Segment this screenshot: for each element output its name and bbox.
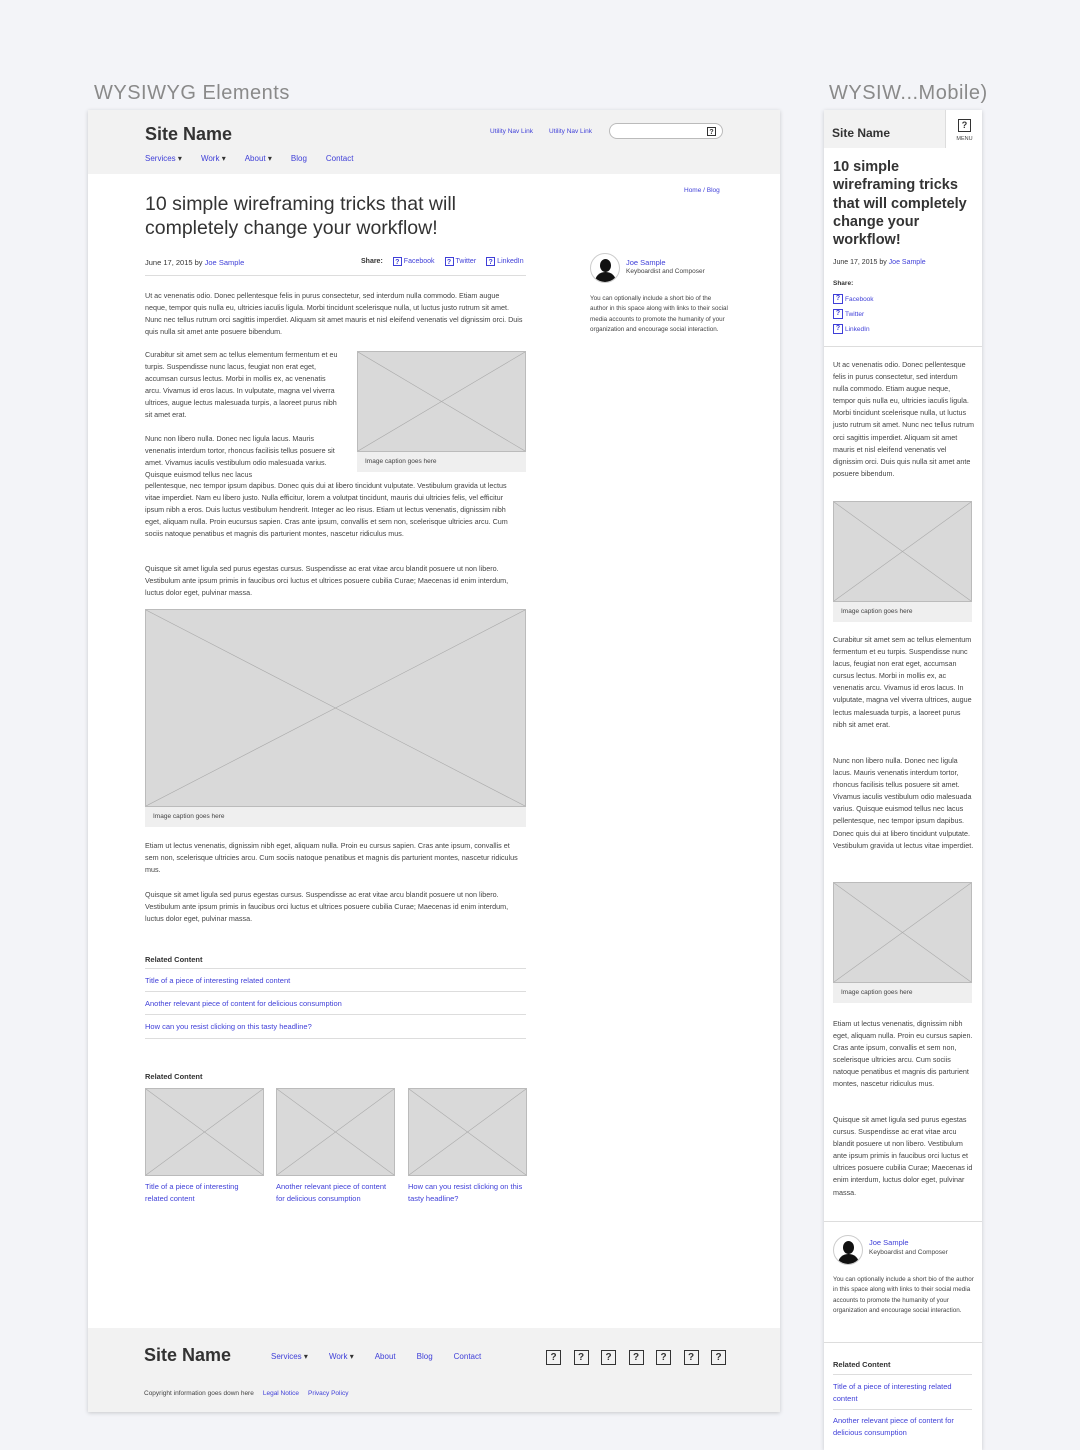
article-paragraph: Nunc non libero nulla. Donec nec ligula lacus. Mauris venenatis interdum tortor, rhoncus facilisis tellus posuere sit amet. Vivamus iaculis vestibulum odio malesuada varius. Quisque euismod tellus nec lacus pellentesque, nec tempor ipsum dapibus. Donec quis dui at libero tincidunt vulputate. Vestibulum gravida ut lectus vitae imperdiet.	[833, 756, 974, 850]
author-role: Keyboardist and Composer	[869, 1249, 948, 1256]
image-caption: Image caption goes here	[833, 602, 972, 622]
author-name[interactable]: Joe Sample	[869, 1238, 909, 1247]
share-twitter[interactable]: ? Twitter	[833, 309, 864, 319]
desktop-artboard	[88, 110, 780, 1412]
divider	[145, 1014, 526, 1015]
footer-legal	[144, 1390, 357, 1397]
twitter-icon: ?	[445, 257, 454, 266]
author-link[interactable]: Joe Sample	[204, 258, 245, 267]
share-twitter[interactable]: ? Twitter	[445, 257, 477, 266]
divider	[833, 1409, 972, 1410]
share-facebook[interactable]: ? Facebook	[833, 294, 874, 304]
article-paragraph: Ut ac venenatis odio. Donec pellentesque felis in purus consectetur, sed interdum nulla commodo. Etiam augue neque, tempor quis nulla eu, ultricies iaculis ligula. Morbi tincidunt scelerisque nulla, ut luctus justo rutrum sit amet. Nunc nec tellus rutrum orci sagittis imperdiet. Aliquam sit amet mauris et nisl eleifend venenatis vel dignissim orci. Duis quis nulla sit amet ante posuere bibendum.	[145, 291, 523, 337]
share-label: Share:	[833, 280, 854, 287]
chevron-down-icon: ▾	[267, 154, 272, 163]
author-link[interactable]: Joe Sample	[888, 259, 926, 266]
related-card-link[interactable]: Title of a piece of interesting related content	[145, 1182, 239, 1203]
share-linkedin[interactable]: ? LinkedIn	[486, 257, 523, 266]
privacy-policy-link[interactable]: Privacy Policy	[307, 1390, 349, 1397]
related-card-image[interactable]	[408, 1088, 527, 1176]
chevron-down-icon: ▾	[221, 154, 226, 163]
social-icons	[546, 1350, 739, 1365]
site-footer	[88, 1328, 780, 1412]
article-paragraph: pellentesque, nec tempor ipsum dapibus. Donec quis dui at libero tincidunt vulputate. Vestibulum gravida ut lectus vitae imperdiet. Nam eu libero justo. Nulla efficitur, lorem a volutpat tincidunt, mauris dui ultricies felis, vel efficitur ipsum nibh a eros. Duis luctus vestibulum hendrerit. Integer ac leo risus. Etiam ut lectus venenatis, dignissim nibh eget, aliquam nulla. Proin eucursus sapien. Cras ante ipsum, convallis et sem non, scelerisque ultricies arcu. Cum sociis natoque penatibus et magnis dis parturient montes, nascetur ridiculus mus.	[145, 481, 508, 539]
related-link[interactable]: How can you resist clicking on this tasty headline?	[145, 1022, 312, 1031]
article-date: June 17, 2015 by	[145, 258, 203, 267]
mobile-artboard	[824, 110, 982, 1450]
site-header	[88, 110, 780, 174]
author-bio: You can optionally include a short bio of the author in this space along with links to their social media accounts to promote the humanity of your organization and encourage social interaction.	[833, 1276, 974, 1314]
footer-nav-work[interactable]: Work ▾	[328, 1352, 354, 1361]
page-title: 10 simple wireframing tricks that will completely change your workflow!	[833, 159, 967, 249]
footer-site-name[interactable]: Site Name	[144, 1345, 232, 1365]
main-nav	[145, 154, 372, 163]
facebook-icon: ?	[393, 257, 402, 266]
article-paragraph: Curabitur sit amet sem ac tellus elementum fermentum et eu turpis. Suspendisse nunc lacus, feugiat non erat eget, accumsan cursus lectus. Morbi in mollis ex, ac venenatis arcu. Vivamus id eros lacus. In vulputate, magna vel viverra ultrices, augue lectus malesuada turpis, a laoreet purus nibh sit amet erat.	[145, 350, 338, 420]
divider	[145, 275, 526, 276]
related-link[interactable]: Title of a piece of interesting related content	[833, 1382, 952, 1403]
related-card-link[interactable]: How can you resist clicking on this tasty headline?	[408, 1182, 523, 1203]
nav-item-blog[interactable]: Blog	[290, 154, 307, 163]
menu-label: MENU	[956, 136, 973, 142]
image-placeholder	[833, 501, 972, 602]
mobile-board-title: WYSIW...Mobile)	[829, 82, 988, 104]
related-card-image[interactable]	[145, 1088, 264, 1176]
article-paragraph: Quisque sit amet ligula sed purus egestas cursus. Suspendisse ac erat vitae arcu blandit posuere ut non libero. Vestibulum ante ipsum primis in faucibus orci luctus et ultrices posuere cubilia Curae; Maecenas id enim interdum, luctus dolor eget, pulvinar massa.	[145, 564, 509, 598]
footer-nav-blog[interactable]: Blog	[416, 1352, 433, 1361]
author-card	[590, 253, 728, 333]
chevron-down-icon: ▾	[303, 1352, 308, 1361]
article-meta	[145, 258, 244, 267]
facebook-icon: ?	[833, 294, 843, 304]
divider	[833, 1374, 972, 1375]
image-placeholder	[833, 882, 972, 983]
nav-item-about[interactable]: About ▾	[244, 154, 272, 163]
menu-icon: ?	[958, 119, 971, 132]
footer-nav-contact[interactable]: Contact	[453, 1352, 482, 1361]
divider	[824, 1342, 982, 1343]
image-placeholder	[357, 351, 526, 452]
image-caption: Image caption goes here	[833, 983, 972, 1003]
social-icon[interactable]: ?	[629, 1350, 644, 1365]
site-name[interactable]: Site Name	[832, 126, 891, 140]
author-name[interactable]: Joe Sample	[626, 258, 666, 267]
related-link[interactable]: Another relevant piece of content for delicious consumption	[145, 999, 342, 1008]
footer-nav-about[interactable]: About	[374, 1352, 396, 1361]
share-label: Share:	[361, 258, 383, 265]
nav-item-contact[interactable]: Contact	[325, 154, 354, 163]
utility-nav-link-1[interactable]: Utility Nav Link	[490, 128, 533, 135]
divider	[145, 1038, 526, 1039]
footer-nav-services[interactable]: Services ▾	[271, 1352, 308, 1361]
article-paragraph: Ut ac venenatis odio. Donec pellentesque felis in purus consectetur, sed interdum nulla commodo. Etiam augue neque, tempor quis nulla eu, ultricies iaculis ligula. Morbi tincidunt scelerisque nulla, ut luctus justo rutrum sit amet. Nunc nec tellus rutrum orci sagittis imperdiet. Aliquam sit amet mauris et nisl eleifend venenatis vel dignissim orci. Duis quis nulla sit amet ante posuere bibendum.	[833, 360, 975, 478]
divider	[824, 1221, 982, 1222]
social-icon[interactable]: ?	[574, 1350, 589, 1365]
article-paragraph: Quisque sit amet ligula sed purus egestas cursus. Suspendisse ac erat vitae arcu blandit posuere ut non libero. Vestibulum ante ipsum primis in faucibus orci luctus et ultrices posuere cubilia Curae; Maecenas id enim interdum, luctus dolor eget, pulvinar massa.	[833, 1115, 973, 1197]
site-name[interactable]: Site Name	[145, 124, 233, 144]
image-placeholder	[145, 609, 526, 807]
social-icon[interactable]: ?	[711, 1350, 726, 1365]
image-caption: Image caption goes here	[357, 452, 526, 472]
share-bar	[361, 257, 534, 266]
linkedin-icon: ?	[486, 257, 495, 266]
article-paragraph: Etiam ut lectus venenatis, dignissim nibh eget, aliquam nulla. Proin eu cursus sapien. Cras ante ipsum, convallis et sem non, scelerisque ultricies arcu. Cum sociis natoque penatibus et magnis dis parturient montes, nascetur ridiculus mus.	[833, 1019, 973, 1089]
social-icon[interactable]: ?	[684, 1350, 699, 1365]
desktop-board-title: WYSIWYG Elements	[94, 82, 290, 104]
menu-button[interactable]	[945, 110, 982, 148]
article-date: June 17, 2015 by	[833, 259, 887, 266]
utility-nav-link-2[interactable]: Utility Nav Link	[549, 128, 592, 135]
related-link[interactable]: Title of a piece of interesting related content	[145, 976, 291, 985]
avatar	[590, 253, 620, 283]
image-caption: Image caption goes here	[145, 807, 526, 827]
article-paragraph: Etiam ut lectus venenatis, dignissim nibh eget, aliquam nulla. Proin eu cursus sapien. Cras ante ipsum, convallis et sem non, scelerisque ultricies arcu. Cum sociis natoque penatibus et magnis dis parturient montes, nascetur ridiculus mus.	[145, 841, 518, 875]
related-content-title: Related Content	[833, 1360, 891, 1369]
breadcrumb[interactable]: Home / Blog	[684, 187, 720, 194]
nav-item-services[interactable]: Services ▾	[145, 154, 182, 163]
twitter-icon: ?	[833, 309, 843, 319]
article-meta	[833, 259, 926, 266]
footer-nav	[271, 1352, 502, 1361]
related-card-link[interactable]: Another relevant piece of content for delicious consumption	[276, 1182, 387, 1203]
copyright: Copyright information goes down here	[144, 1390, 254, 1397]
chevron-down-icon: ▾	[177, 154, 182, 163]
mobile-header	[824, 110, 982, 148]
related-content-title: Related Content	[145, 955, 203, 964]
author-role: Keyboardist and Composer	[626, 268, 705, 275]
article-paragraph: Curabitur sit amet sem ac tellus elementum fermentum et eu turpis. Suspendisse nunc lacus, feugiat non erat eget, accumsan cursus lectus. Morbi in mollis ex, ac venenatis arcu. Vivamus id eros lacus. In vulputate, magna vel viverra ultrices, augue lectus malesuada turpis, a laoreet purus nibh sit amet erat.	[833, 635, 972, 729]
article-paragraph: Quisque sit amet ligula sed purus egestas cursus. Suspendisse ac erat vitae arcu blandit posuere ut non libero. Vestibulum ante ipsum primis in faucibus orci luctus et ultrices posuere cubilia Curae; Maecenas id enim interdum, luctus dolor eget, pulvinar massa.	[145, 890, 509, 924]
avatar	[833, 1235, 863, 1265]
linkedin-icon: ?	[833, 324, 843, 334]
divider	[145, 968, 526, 969]
search-icon[interactable]: ?	[707, 127, 716, 136]
related-cards-title: Related Content	[145, 1072, 203, 1081]
related-link[interactable]: Another relevant piece of content for delicious consumption	[833, 1416, 954, 1437]
divider	[145, 991, 526, 992]
search-input[interactable]	[609, 123, 723, 139]
author-bio: You can optionally include a short bio of the author in this space along with links to their social media accounts to promote the humanity of your organization and encourage social interaction.	[590, 295, 728, 333]
share-linkedin[interactable]: ? LinkedIn	[833, 324, 870, 334]
social-icon[interactable]: ?	[656, 1350, 671, 1365]
social-icon[interactable]: ?	[601, 1350, 616, 1365]
share-facebook[interactable]: ? Facebook	[393, 257, 435, 266]
legal-notice-link[interactable]: Legal Notice	[262, 1390, 299, 1397]
page-title: 10 simple wireframing tricks that will completely change your workflow!	[145, 193, 457, 239]
related-card-image[interactable]	[276, 1088, 395, 1176]
divider	[824, 346, 982, 347]
nav-item-work[interactable]: Work ▾	[200, 154, 226, 163]
social-icon[interactable]: ?	[546, 1350, 561, 1365]
chevron-down-icon: ▾	[349, 1352, 354, 1361]
article-paragraph: Nunc non libero nulla. Donec nec ligula lacus. Mauris venenatis interdum tortor, rhoncus facilisis tellus posuere sit amet. Vivamus iaculis vestibulum odio malesuada varius. Quisque euismod tellus nec lacus	[145, 434, 335, 480]
